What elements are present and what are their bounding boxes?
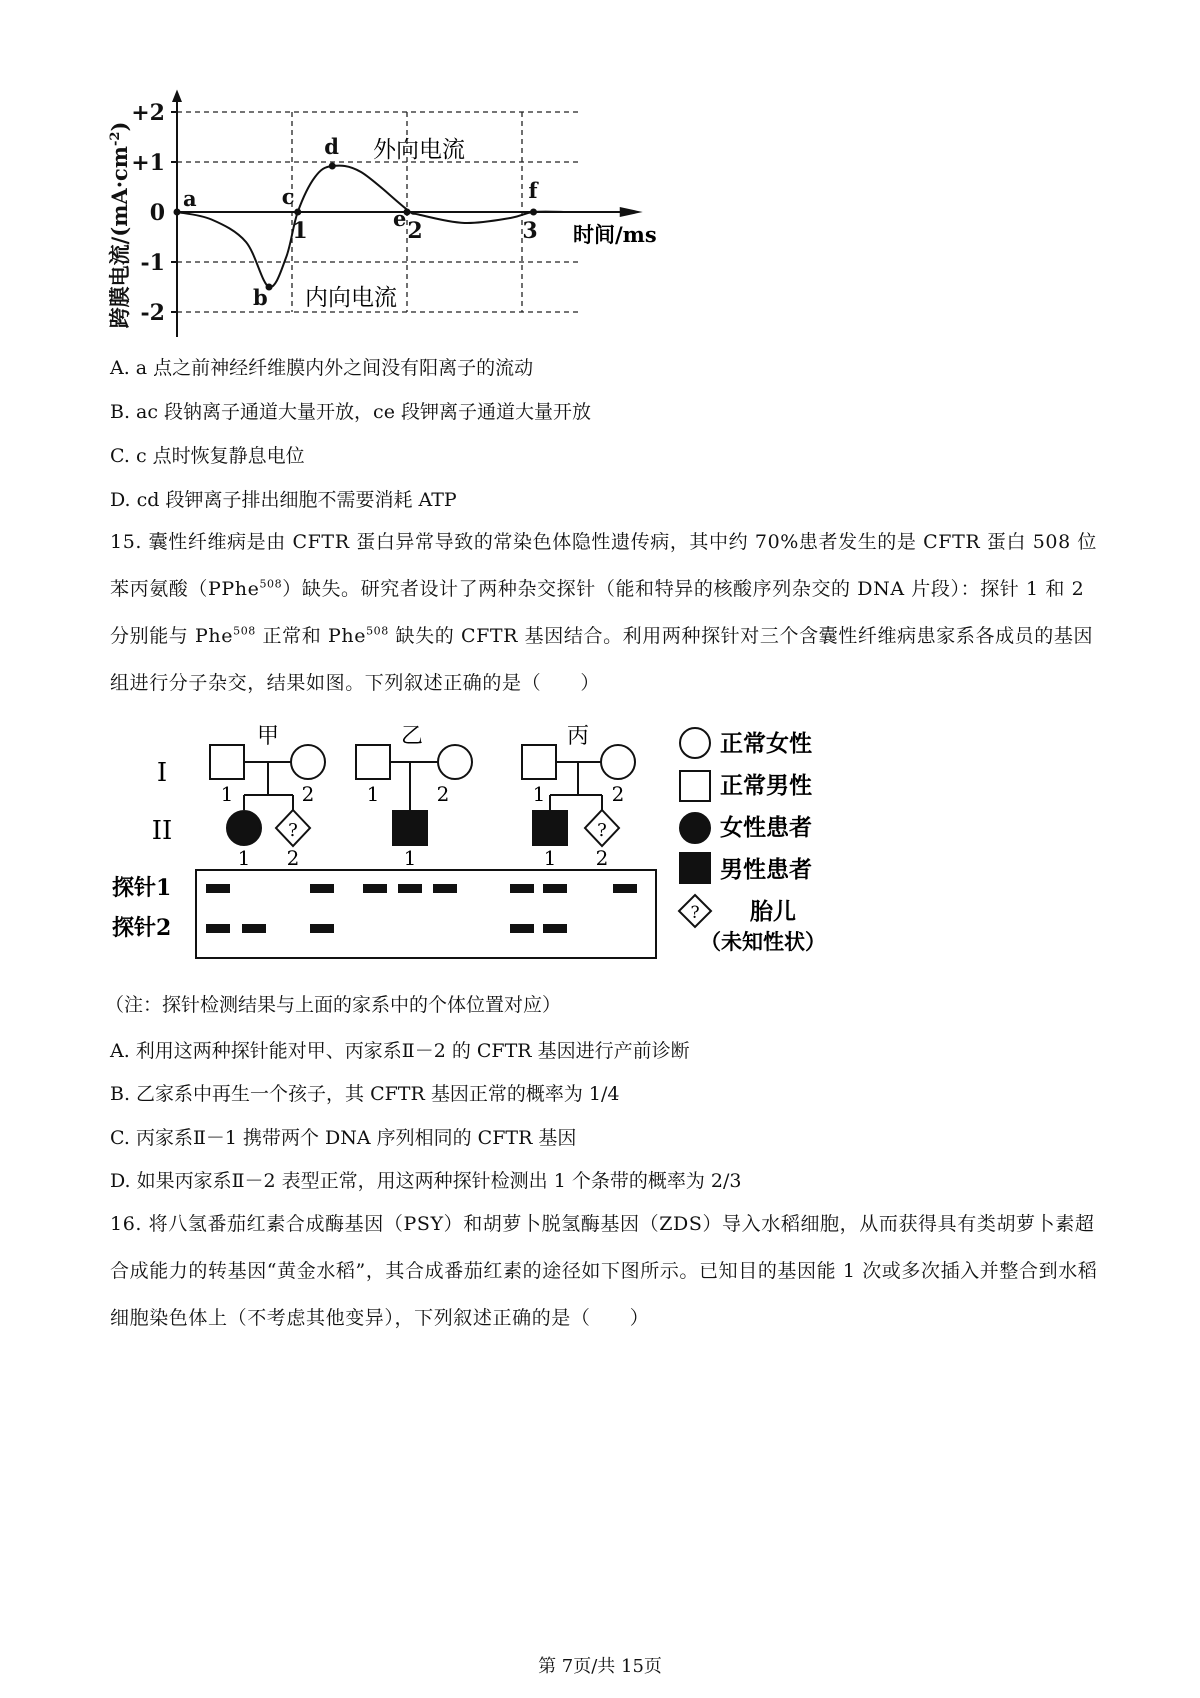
q16-stem: 16. 将八氢番茄红素合成酶基因（PSY）和胡萝卜脱氢酶基因（ZDS）导入水稻细胞，从而获得具有类胡萝卜素超合成能力的转基因“黄金水稻”，其合成番茄红素的途径如下图所示。已知目的基因能 1 次或多次插入并整合到水稻细胞染色体上（不考虑其他变异），下列叙述正确的是（ ） <box>110 1213 1098 1329</box>
point-e-label: e <box>393 206 407 231</box>
probe-band <box>206 884 230 893</box>
individual-number: 1 <box>543 846 557 870</box>
probe-band <box>206 924 230 933</box>
individual-number: 2 <box>301 782 315 806</box>
individual-number: 1 <box>532 782 546 806</box>
legend-normal-female: 正常女性 <box>720 730 812 757</box>
fetus-mark-bing: ? <box>597 820 607 841</box>
legend-fetus: 胎儿 <box>750 898 796 925</box>
probe-band <box>310 884 334 893</box>
pedigree-figure <box>110 715 870 970</box>
probe-band <box>510 924 534 933</box>
individual-number: 2 <box>595 846 609 870</box>
y-tick-label: -1 <box>140 250 165 276</box>
q14-option-c: C. c 点时恢复静息电位 <box>110 445 305 467</box>
point-f-label: f <box>528 178 538 203</box>
individual-number: 1 <box>220 782 234 806</box>
individual-number: 1 <box>403 846 417 870</box>
probe-1-label: 探针1 <box>112 875 172 901</box>
y-axis-label: 跨膜电流$/(mA\cdot cm^{-2})$ <box>107 121 132 329</box>
point-f-marker <box>530 209 537 216</box>
point-d-marker <box>329 163 336 170</box>
q15-option-d: D. 如果丙家系Ⅱ－2 表型正常，用这两种探针检测出 1 个条带的概率为 2/3 <box>110 1170 742 1192</box>
q14-option-a: A. a 点之前神经纤维膜内外之间没有阳离子的流动 <box>110 357 534 379</box>
probe-band <box>613 884 637 893</box>
outward-current-label: 外向电流 <box>373 137 465 163</box>
page-footer: 第 7页/共 15页 <box>538 1656 662 1677</box>
point-c-marker <box>294 209 301 216</box>
x-axis-label: 时间/ms <box>573 222 657 247</box>
x-tick-label: 3 <box>522 218 538 244</box>
fetus-mark-jia: ? <box>288 820 298 841</box>
point-a-marker <box>174 209 181 216</box>
probe-result-box <box>196 870 656 958</box>
q15-option-b: B. 乙家系中再生一个孩子，其 CFTR 基因正常的概率为 1/4 <box>110 1083 620 1105</box>
generation-label-2: II <box>151 816 173 846</box>
point-a-label: a <box>183 186 197 211</box>
legend-fetus-mark: ? <box>690 903 700 923</box>
x-axis-arrow <box>620 207 643 217</box>
current-curve <box>177 166 568 288</box>
probe-2-label: 探针2 <box>112 915 172 941</box>
family-label-jia: 甲 <box>256 724 280 749</box>
individual-number: 2 <box>436 782 450 806</box>
legend-fetus-note: （未知性状） <box>700 929 826 954</box>
legend-affected-male-symbol <box>680 853 710 883</box>
point-d-label: d <box>324 134 339 159</box>
q14-option-d: D. cd 段钾离子排出细胞不需要消耗 ATP <box>110 489 457 511</box>
legend-affected-female: 女性患者 <box>720 814 812 841</box>
q15-note: （注：探针检测结果与上面的家系中的个体位置对应） <box>105 994 562 1016</box>
probe-band <box>310 924 334 933</box>
individual-number: 1 <box>366 782 380 806</box>
individual-number: 2 <box>611 782 625 806</box>
y-tick-label: 0 <box>149 200 165 226</box>
legend-affected-male: 男性患者 <box>720 856 812 883</box>
legend-normal-male: 正常男性 <box>720 772 812 799</box>
q15-option-a: A. 利用这两种探针能对甲、丙家系Ⅱ－2 的 CFTR 基因进行产前诊断 <box>110 1040 690 1062</box>
probe-band <box>543 924 567 933</box>
q15-stem: 15. 囊性纤维病是由 CFTR 蛋白异常导致的常染色体隐性遗传病，其中约 70%患者发生的是 CFTR 蛋白 508 位苯丙氨酸（PPhe$^{508}$）缺失。研究者设计了两种杂交探针（能和特异的核酸序列杂交的 DNA 片段）：探针 1 和 2 分别能与 Phe$^{508}$ 正常和 Phe$^{508}$ 缺失的 CFTR 基因结合。利用两种探针对三个含囊性纤维病患家系各成员的基因组进行分子杂交，结果如图。下列叙述正确的是（ ） <box>110 531 1098 694</box>
legend-normal-male-symbol <box>680 771 710 801</box>
y-tick-label: -2 <box>140 300 165 326</box>
point-b-label: b <box>253 285 268 310</box>
individual-number: 2 <box>286 846 300 870</box>
legend-affected-female-symbol <box>680 813 710 843</box>
point-c-label: c <box>281 184 295 209</box>
y-tick-label: +2 <box>131 100 165 126</box>
family-label-yi: 乙 <box>400 724 424 749</box>
current-time-chart <box>95 85 695 350</box>
y-tick-label: +1 <box>131 150 165 176</box>
generation-label-1: I <box>156 758 168 788</box>
probe-band <box>433 884 457 893</box>
probe-band <box>543 884 567 893</box>
probe-band <box>363 884 387 893</box>
x-tick-label: 1 <box>292 218 308 244</box>
individual-number: 1 <box>237 846 251 870</box>
legend-normal-female-symbol <box>680 728 710 758</box>
probe-band <box>510 884 534 893</box>
x-tick-label: 2 <box>407 218 423 244</box>
q14-option-b: B. ac 段钠离子通道大量开放，ce 段钾离子通道大量开放 <box>110 401 591 423</box>
family-label-bing: 丙 <box>566 724 590 749</box>
probe-band <box>398 884 422 893</box>
q15-option-c: C. 丙家系Ⅱ－1 携带两个 DNA 序列相同的 CFTR 基因 <box>110 1127 577 1149</box>
y-axis-arrow <box>172 90 182 103</box>
inward-current-label: 内向电流 <box>305 285 397 311</box>
probe-band <box>242 924 266 933</box>
